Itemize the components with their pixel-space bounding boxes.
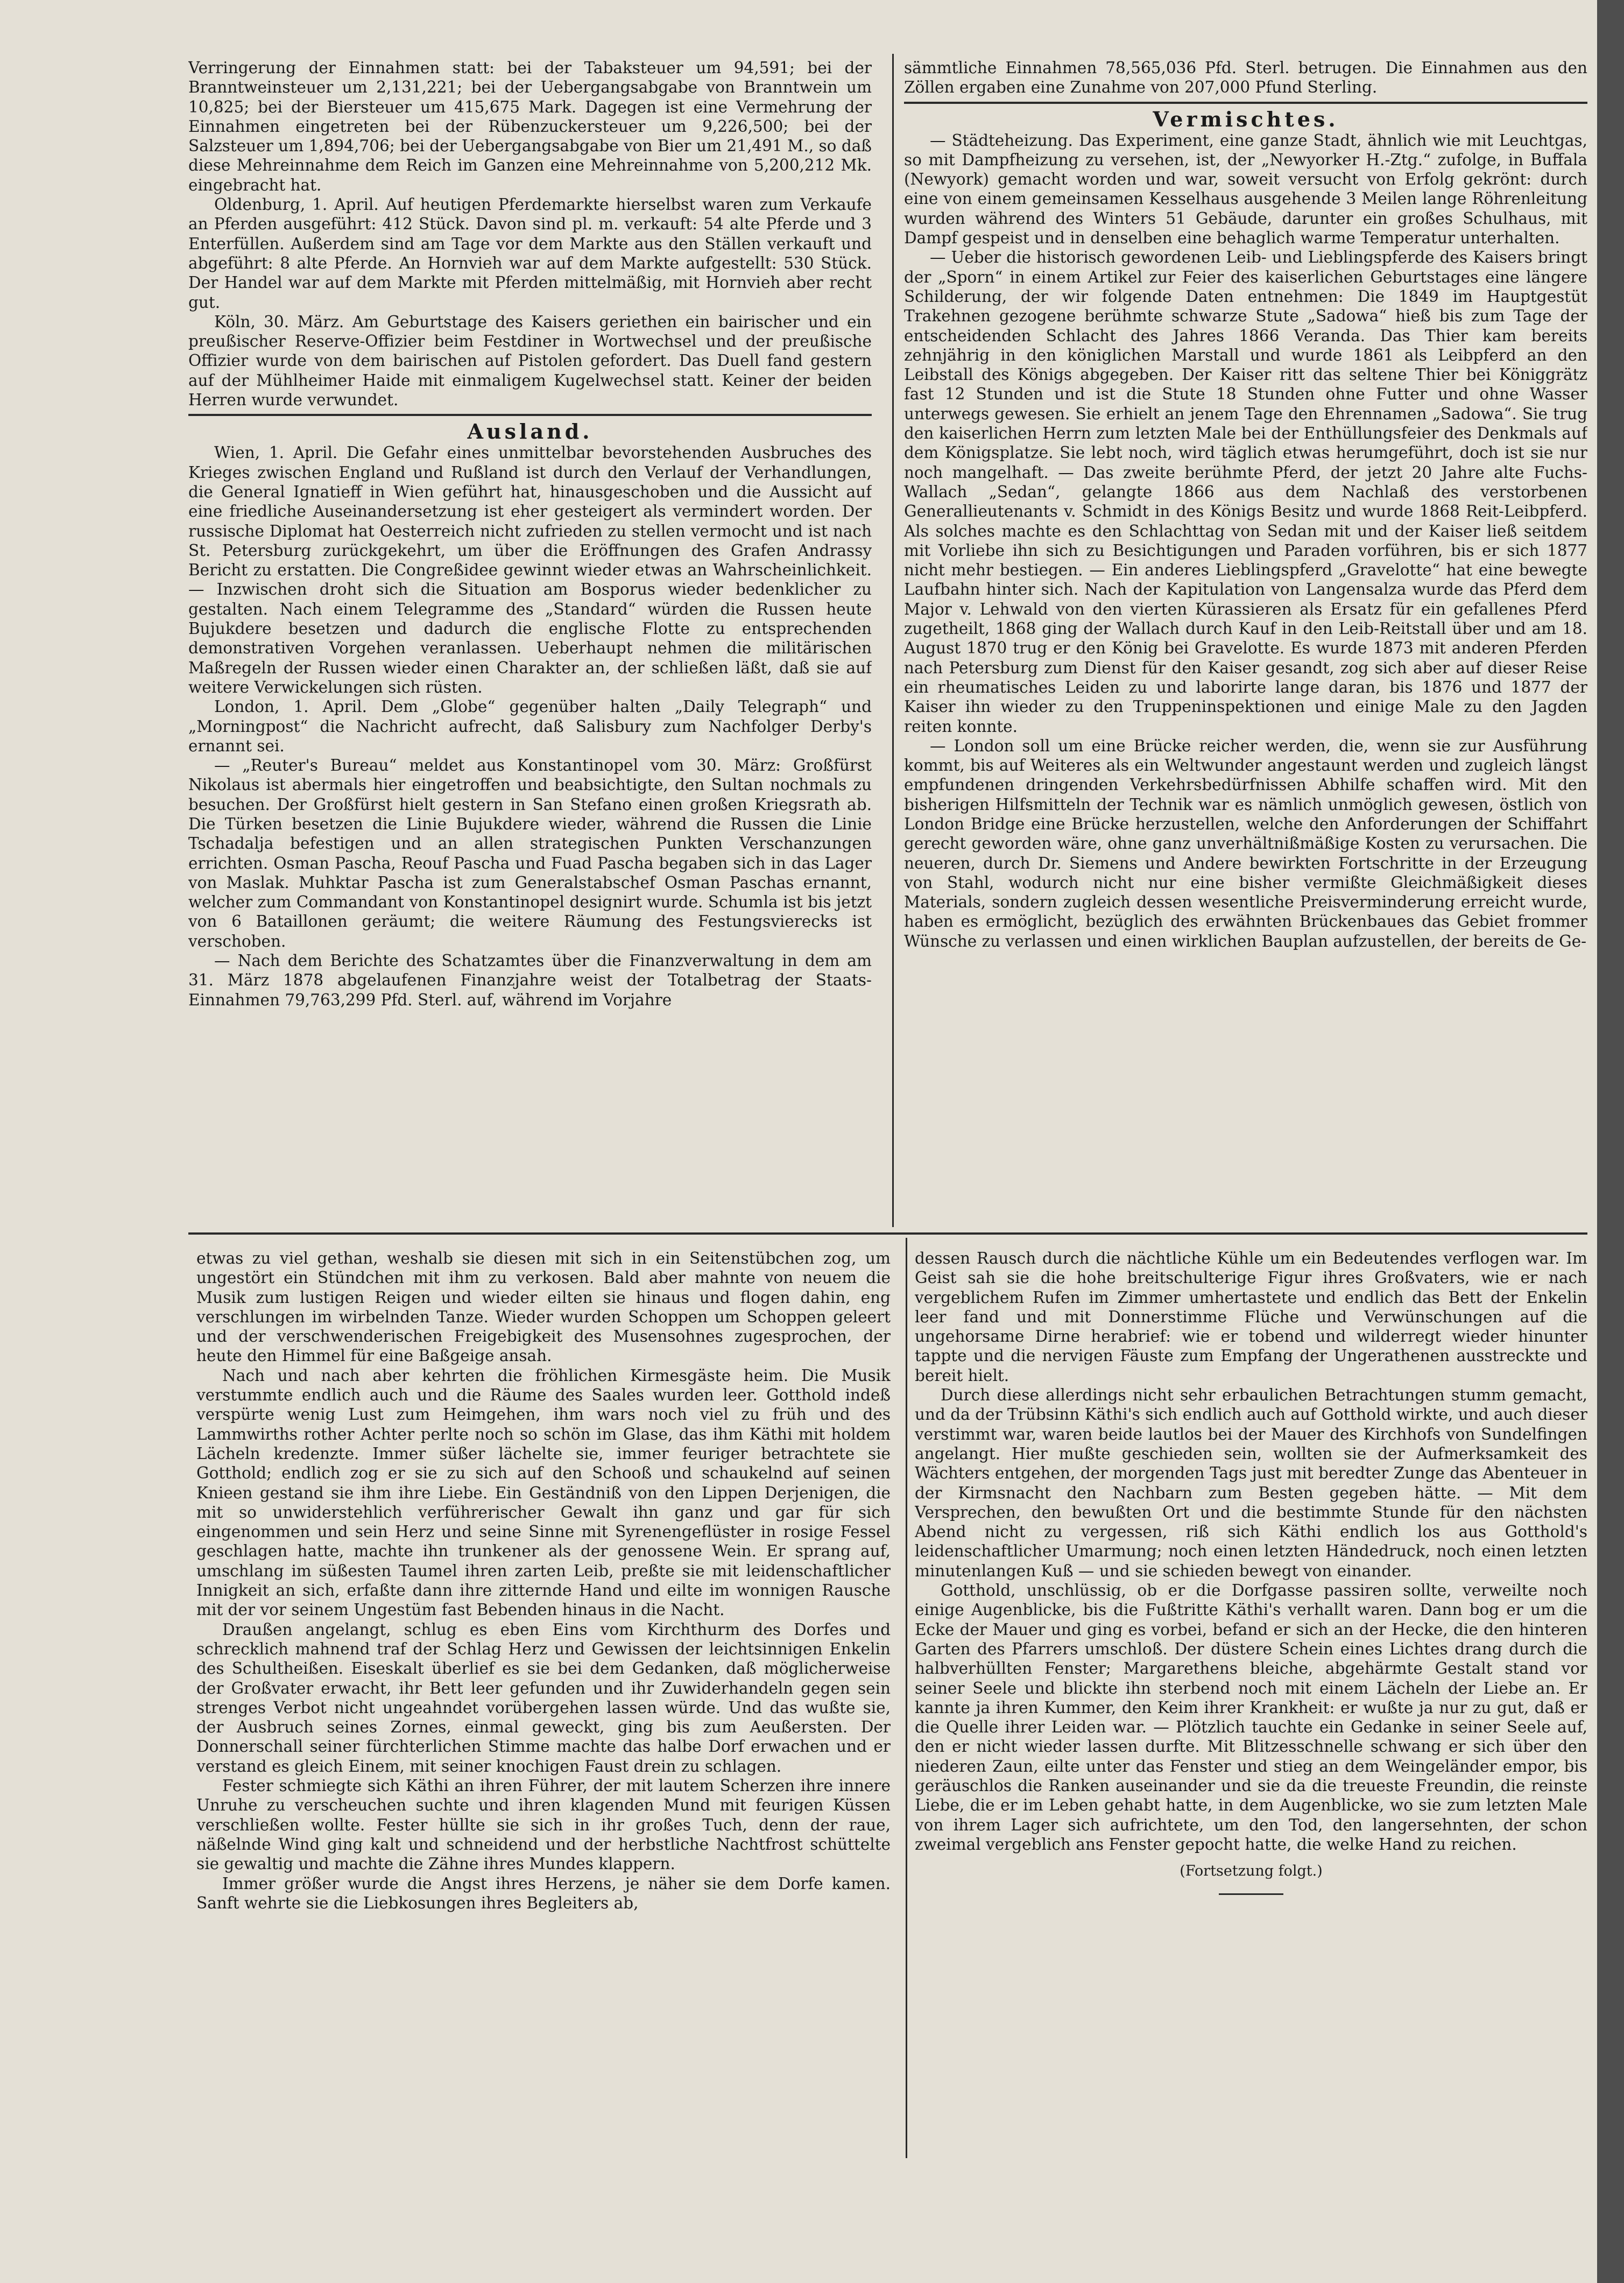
paragraph-wien: Wien, 1. April. Die Gefahr eines unmittelbar bevorstehenden Ausbruches des Krieges zwischen England und Rußland ist durch den Verlauf der Verhandlungen, die General Ignatieff in Wien geführt hat, hinausgeschoben und die Aussicht auf eine friedliche Auseinandersetzung ist eher gesteigert als vermindert worden. Der russische Diplomat hat Oesterreich nicht zufrieden zu stellen vermocht und ist nach St. Petersburg zurückgekehrt, um über die Eröffnungen des Grafen Andrassy Bericht zu erstatten. Die Congreßidee gewinnt wieder etwas an Wahrscheinlichkeit. — Inzwischen droht sich die Situation am Bosporus wieder bedenklicher zu gestalten. Nach einem Telegramme des „Standard“ würden die Russen heute Bujukdere besetzen und dadurch die englische Flotte zu entsprechenden demonstrativen Vorgehen veranlassen. Ueberhaupt nehmen die militärischen Maßregeln der Russen wieder einen Charakter an, der schließen läßt, daß sie auf weitere Verwickelungen sich rüsten. — [188, 443, 872, 696]
end-rule — [1219, 1893, 1283, 1895]
paragraph-pferde: — Ueber die historisch gewordenen Leib- und Lieblingspferde des Kaisers bringt der „Sporn“ in einem Artikel zur Feier des kaiserlichen Geburtstages eine längere Schilderung, der wir folgende Daten entnehmen: Die 1849 im Hauptgestüt Trakehnen gezogene berühmte schwarze Stute „Sadowa“ hieß bis zum Tage der entscheidenden Schlacht des Jahres 1866 Veranda. Das Thier kam bereits zehnjährig in den königlichen Marstall und wurde 1861 als Leibpferd an den Leibstall des Königs abgegeben. Der Kaiser ritt das seltene Thier bei Königgrätz fast 12 Stunden und ist die Stute 18 Stunden ohne Futter und ohne Wasser unterwegs gewesen. Sie erhielt an jenem Tage den Ehrennamen „Sadowa“. Sie trug den kaiserlichen Herrn zum letzten Male bei der Enthüllungsfeier des Denkmals auf dem Königsplatze. Sie lebt noch, wird täglich etwas herumgeführt, doch ist sie nur noch mangelhaft. — Das zweite berühmte Pferd, der jetzt 20 Jahre alte Fuchs-Wallach „Sedan“, gelangte 1866 aus dem Nachlaß des verstorbenen Generallieutenants v. Schmidt in des Königs Besitz und wurde 1868 Reit-Leibpferd. Als solches machte es den Schlachttag von Sedan mit und der Kaiser ließ seitdem mit Vorliebe ihn sich zu Besichtigungen und Paraden vorführen, bis er sich 1877 nicht mehr bestiegen. — Ein anderes Lieblingspferd „Gravelotte“ hat eine bewegte Laufbahn hinter sich. Nach der Kapitulation von Langensalza wurde das Pferd dem Major v. Lehwald von den vierten Kürassieren als Ersatz für ein gefallenes Pferd zugetheilt, 1868 ging der Wallach durch Kauf in den Leib-Reitstall über und am 18. August 1870 trug er den König bei Gravelotte. Es wurde 1873 mit anderen Pferden nach Petersburg zum Dienst für den Kaiser gesandt, zog sich aber auf dieser Reise ein rheumatisches Leiden zu und laborirte lange daran, bis 1876 und 1877 der Kaiser ihn wieder zu den Truppeninspektionen und einige Male zu den Jagden reiten konnte. — [904, 248, 1587, 736]
story-paragraph: Gotthold, unschlüssig, ob er die Dorfgasse passiren sollte, verweilte noch einige Augenblicke, bis die Fußtritte Käthi's verhallt waren. Dann bog er um die Ecke der Mauer und ging es vorbei, befand er sich an der Hecke, die den hinteren Garten des Pfarrers umschloß. Der düstere Schein eines Lichtes drang durch die halbverhüllten Fenster; Margarethens bleiche, abgehärmte Gestalt stand vor seiner Seele und blickte ihn sterbend noch mit einem Lächeln der Liebe an. Er kannte ja ihren Kummer, den Keim ihrer Krankheit: er wußte ja nur zu gut, daß er die Quelle ihrer Leiden war. — Plötzlich tauchte ein Gedanke in seiner Seele auf, den er nicht wieder lassen durfte. Mit Blitzesschnelle schwang er sich über den niederen Zaun, eilte unter das Fenster und stieg an dem Weingeländer empor, bis geräuschlos die Ranken auseinander und sie da die treueste Freundin, die reinste Liebe, die er im Leben gehabt hatte, in dem Augenblicke, wo sie zum letzten Male von ihrem Lager sich aufrichtete, um den Tod, den langersehnten, der schon zweimal vergeblich ans Fenster gepocht hatte, die welke Hand zu reichen. — [915, 1581, 1587, 1854]
heading-vermischtes: Vermischtes. — [1153, 107, 1339, 131]
paragraph-schatzamt: — Nach dem Berichte des Schatzamtes über die Finanzverwaltung in dem am 31. März 1878 abgelaufenen Finanzjahre weist der Totalbetrag der Staats-Einnahmen 79,763,299 Pfd. Sterl. auf, während im Vorjahre — [188, 952, 872, 1009]
horizontal-divider — [188, 1232, 1587, 1235]
paragraph-reuter: — „Reuter's Bureau“ meldet aus Konstantinopel vom 30. März: Großfürst Nikolaus ist abermals hier eingetroffen und beabsichtigte, den Sultan nochmals zu besuchen. Der Großfürst hielt gestern in San Stefano einen großen Kriegsrath ab. Die Türken besetzen die Linie Bujukdere wieder, während die Russen die Linie Tschadalja befestigen und an allen strategischen Punkten Verschanzungen errichten. Osman Pascha, Reouf Pascha und Fuad Pascha begaben sich in das Lager von Maslak. Muhktar Pascha ist zum Generalstabschef Osman Paschas ernannt, welcher zum Commandant von Konstantinopel designirt wurde. Schumla ist bis jetzt von 6 Bataillonen geräumt; die weitere Räumung des Festungsvierecks ist verschoben. — [188, 756, 872, 950]
column-rule-top — [892, 54, 894, 1227]
story-paragraph: Fester schmiegte sich Käthi an ihren Führer, der mit lautem Scherzen ihre innere Unruhe zu verscheuchen suchte und ihren klagenden Mund mit feurigen Küssen verschließen wollte. Fester hüllte sie sich in ihr großes Tuch, denn der raue, näßelnde Wind ging kalt und schneidend und der herbstliche Nachtfrost schüttelte sie gewaltig und machte die Zähne ihres Mundes klappern. — [196, 1777, 891, 1873]
top-right-column — [904, 58, 1587, 1226]
paragraph-koeln: Köln, 30. März. Am Geburtstage des Kaisers geriethen ein bairischer und ein preußischer Reserve-Offizier beim Festdiner in Wortwechsel und der preußische Offizier wurde von dem bairischen auf Pistolen gefordert. Das Duell fand gestern auf der Mühlheimer Haide mit einmaligem Kugelwechsel statt. Keiner der beiden Herren wurde verwundet. — [188, 312, 872, 410]
story-paragraph: Durch diese allerdings nicht sehr erbaulichen Betrachtungen stumm gemacht, und da der Trübsinn Käthi's sich endlich auch auf Gotthold wirkte, und auch dieser verstimmt war, waren beide lautlos bei der Mauer des Kirchhofs von Sundelfingen angelangt. Hier mußte geschieden sein, wollten sie der Aufmerksamkeit des Wächters entgehen, der morgenden Tags just mit beredter Zunge das Abenteuer in der Kirmsnacht den Nachbarn zum Besten gegeben hätte. — Mit dem Versprechen, den bewußten Ort und die bestimmte Stunde für den nächsten Abend nicht zu vergessen, riß sich Käthi endlich los aus Gotthold's leidenschaftlicher Umarmung; noch einen letzten Händedruck, noch einen letzten minutenlangen Kuß — und sie schieden bewegt von einander. — [915, 1386, 1587, 1580]
paragraph-einnahmen: sämmtliche Einnahmen 78,565,036 Pfd. Sterl. betrugen. Die Einnahmen aus den Zöllen ergaben eine Zunahme von 207,000 Pfund Sterling. — [904, 59, 1587, 97]
heading-ausland: Ausland. — [467, 419, 593, 444]
bottom-left-column — [196, 1249, 891, 2158]
top-left-column — [188, 58, 872, 1226]
section-divider — [904, 102, 1587, 104]
paragraph-tax: Verringerung der Einnahmen statt: bei der Tabaksteuer um 94,591; bei der Branntweinsteuer um 2,131,221; bei der Uebergangsabgabe von Branntwein um 10,825; bei der Biersteuer um 415,675 Mark. Dagegen ist eine Vermehrung der Einnahmen eingetreten bei der Rübenzuckersteuer um 9,226,500; bei der Salzsteuer um 1,894,706; bei der Uebergangsabgabe von Bier um 21,491 M., so daß diese Mehreinnahme dem Reich im Ganzen eine Mehreinnahme von 5,200,212 Mk. eingebracht hat. — [188, 59, 872, 194]
section-divider — [188, 414, 872, 416]
column-rule-bottom — [906, 1238, 907, 2158]
story-paragraph: Nach und nach aber kehrten die fröhlichen Kirmesgäste heim. Die Musik verstummte endlich auch und die Räume des Saales wurden leer. Gotthold indeß verspürte wenig Lust zum Heimgehen, ihm wars noch viel zu früh und des Lammwirths rother Achter perlte noch so schön im Glase, das ihm Käthi mit holdem Lächeln kredenzte. Immer süßer lächelte sie, immer feuriger betrachtete sie Gotthold; endlich zog er sie zu sich auf den Schooß und schaukelnd auf seinen Knieen gestand sie ihm ihre Liebe. Ein Geständniß von den Lippen Derjenigen, die mit so unwiderstehlich verführerischer Gewalt ihn ganz und gar für sich eingenommen und sein Herz und seine Sinne mit Syrenengeflüster in rosige Fessel geschlagen hatte, machte ihn trunkener als der genossene Wein. Er sprang auf, umschlang im süßesten Taumel ihren zarten Leib, preßte sie mit leidenschaftlicher Innigkeit an sich, erfaßte dann ihre zitternde Hand und eilte im wonnigen Rausche mit der vor seinem Ungestüm fast Bebenden hinaus in die Nacht. — [196, 1366, 891, 1619]
paragraph-london: London, 1. April. Dem „Globe“ gegenüber halten „Daily Telegraph“ und „Morningpost“ die Nachricht aufrecht, daß Salisbury zum Nachfolger Derby's ernannt sei. — [188, 697, 872, 755]
paragraph-oldenburg: Oldenburg, 1. April. Auf heutigen Pferdemarkte hierselbst waren zum Verkaufe an Pferden ausgeführt: 412 Stück. Davon sind pl. m. verkauft: 54 alte Pferde und 3 Enterfüllen. Außerdem sind am Tage vor dem Markte aus den Ställen verkauft und abgeführt: 8 alte Pferde. An Hornvieh war auf dem Markte aufgestellt: 530 Stück. Der Handel war auf dem Markte mit Pferden mittelmäßig, mit Hornvieh aber recht gut. — [188, 195, 872, 312]
bottom-right-column — [915, 1249, 1587, 2158]
story-paragraph: Immer größer wurde die Angst ihres Herzens, je näher sie dem Dorfe kamen. Sanft wehrte sie die Liebkosungen ihres Begleiters ab, — [196, 1874, 891, 1912]
scan-edge — [1597, 0, 1624, 2283]
story-paragraph: etwas zu viel gethan, weshalb sie diesen mit sich in ein Seitenstübchen zog, um ungestört ein Stündchen mit ihm zu verkosen. Bald aber mahnte von neuem die Musik zum lustigen Reigen und wieder eilten sie hinaus und flogen dahin, eng verschlungen im wirbelnden Tanze. Wieder wurden Schoppen um Schoppen geleert und der verschwenderischen Freigebigkeit des Musensohnes zugesprochen, der heute den Himmel für eine Baßgeige ansah. — [196, 1249, 891, 1365]
paragraph-bruecke: — London soll um eine Brücke reicher werden, die, wenn sie zur Ausführung kommt, bis auf Weiteres als ein Weltwunder angestaunt werden und zugleich längst empfundenen dringenden Verkehrsbedürfnissen Abhilfe schaffen wird. Mit den bisherigen Hilfsmitteln der Technik war es nämlich unmöglich gewesen, östlich von London Bridge eine Brücke herzustellen, welche den Anforderungen der Schiffahrt gerecht geworden wäre, ohne ganz unverhältnißmäßige Kosten zu verursachen. Die neueren, durch Dr. Siemens und Andere bewirkten Fortschritte in der Erzeugung von Stahl, wodurch nicht nur eine bisher vermißte Gleichmäßigkeit dieses Materials, sondern zugleich dessen wesentliche Preisverminderung erreicht wurde, haben es ermöglicht, bezüglich des erwähnten Brückenbaues das Gebiet frommer Wünsche zu verlassen und einen wirklichen Bauplan aufzustellen, der bereits de Ge- — [904, 736, 1587, 950]
continuation-note: (Fortsetzung folgt.) — [1180, 1863, 1323, 1880]
paragraph-staedteheizung: — Städteheizung. Das Experiment, eine ganze Stadt, ähnlich wie mit Leuchtgas, so mit Dampfheizung zu versehen, ist, der „Newyorker H.-Ztg.“ zufolge, in Buffala (Newyork) gemacht worden und war, soweit versucht von Erfolg gekrönt: durch eine von einem gemeinsamen Kesselhaus ausgehende 3 Meilen lange Röhrenleitung wurden während des Winters 51 Gebäude, darunter ein großes Schulhaus, mit Dampf gespeist und in denselben eine behaglich warme Temperatur unterhalten. — [904, 131, 1587, 248]
story-paragraph: dessen Rausch durch die nächtliche Kühle um ein Bedeutendes verflogen war. Im Geist sah sie die hohe breitschulterige Figur ihres Großvaters, wie er nach vergeblichem Rufen im Zimmer umhertastete und endlich das Bett der Enkelin leer fand und mit Donnerstimme Flüche und Verwünschungen auf die ungehorsame Dirne herabrief: wie er tobend und wilderregt wieder hinunter tappte und die nervigen Fäuste zum Empfang der Ungerathenen ausstreckte und bereit hielt. — [915, 1249, 1587, 1385]
story-paragraph: Draußen angelangt, schlug es eben Eins vom Kirchthurm des Dorfes und schrecklich mahnend traf der Schlag Herz und Gewissen der leichtsinnigen Enkelin des Schultheißen. Eiseskalt überlief es sie bei dem Gedanken, daß möglicherweise der Großvater erwacht, ihr Bett leer gefunden und ihr Zuwiderhandeln gegen sein strenges Verbot nicht ungeahndet vorübergehen lassen würde. Und das wußte sie, der Ausbruch seines Zornes, einmal geweckt, ging bis zum Aeußersten. Der Donnerschall seiner fürchterlichen Stimme machte das halbe Dorf erwachen und er verstand es gleich Einem, mit seiner knochigen Faust drein zu schlagen. — [196, 1620, 891, 1775]
